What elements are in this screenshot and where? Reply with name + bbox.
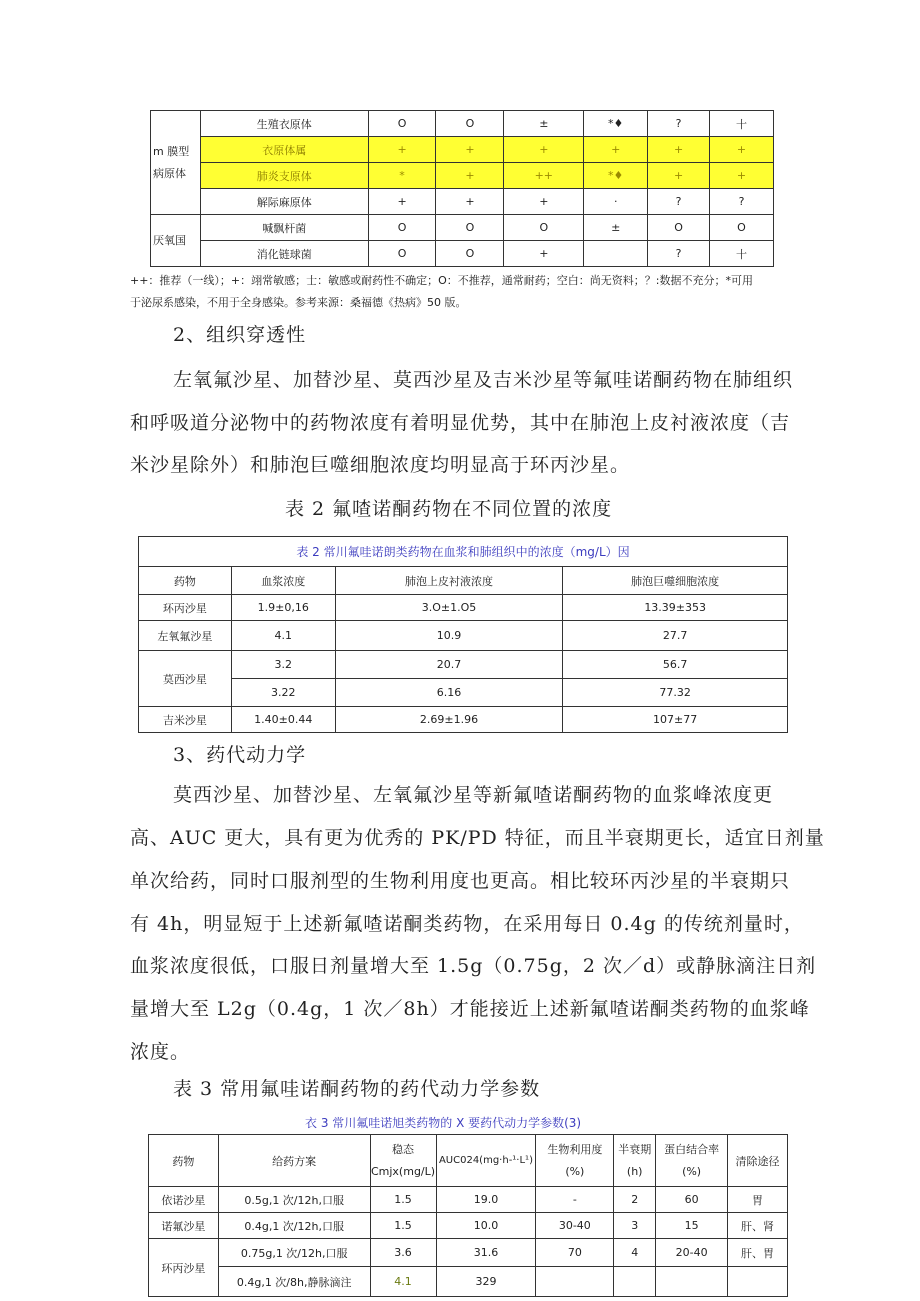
table3-caption: 衣 3 常川氟哇诺旭类药物的 X 要药代动力学参数(3) [305,1116,582,1130]
table1-note: ++：推荐（一线）；+：翊常敏感；士：敏感或耐药性不确定；O：不推荐，通常耐药；空白：尚无资料；？:数据不充分；*可用 于泌尿系感染，不用于全身感染。参考来源：桑福德《热病》50 版。 [130,274,754,309]
table-cell: *♦ [584,111,648,137]
table-cell: O [710,215,774,241]
table-cell: + [504,137,584,163]
table-cell: - [536,1187,614,1213]
table-cell: 环丙沙星 [139,595,232,621]
table-cell: 2 [614,1187,656,1213]
t3-h-clear: 清除途径 [728,1135,788,1187]
table-cell: 10.0 [436,1213,536,1239]
table-row [151,163,774,189]
section3-line: 浓度。 [130,1041,191,1063]
section3-line: 单次给药，同时口服剂型的生物利用度也更高。相比较环丙沙星的半衰期只 [130,870,791,892]
table-cell: + [648,163,710,189]
table-cell: 70 [536,1239,614,1267]
section2-line3: 米沙星除外）和肺泡巨噬细胞浓度均明显高于环丙沙星。 [130,454,631,476]
table-cell: *♦ [584,163,648,189]
table-cell: + [710,137,774,163]
table-cell: + [368,189,436,215]
table-row [151,137,774,163]
pathogen-name: 肺炎支原体 [200,163,368,189]
t3-h-dose: 给药方案 [218,1135,370,1187]
table-cell: 27.7 [563,621,788,651]
table-row [151,189,774,215]
table3-title: 表 3 常用氟哇诺酮药物的药代动力学参数 [173,1078,541,1100]
table-cell: 329 [436,1267,536,1297]
section3-line: 有 4h，明显短于上述新氟喳诺酮类药物，在采用每日 0.4g 的传统剂量时， [130,913,804,935]
t3-h-half: 半衰期 (h) [614,1135,656,1187]
table-cell: · [584,189,648,215]
table-cell: 吉米沙星 [139,707,232,733]
table-cell: 诺氟沙星 [149,1213,219,1239]
table-cell: 3.2 [231,651,335,679]
t3-h-cmax: 稳态 Cmjx(mg/L) [370,1135,436,1187]
table-cell: 3 [614,1213,656,1239]
table-cell: + [710,163,774,189]
table-cell: ? [710,189,774,215]
table-cell: O [368,215,436,241]
section2-line1: 左氧氟沙星、加替沙星、莫西沙星及吉米沙星等氟哇诺酮药物在肺组织 [173,369,794,391]
table-cell: 依诺沙星 [149,1187,219,1213]
pathogen-name: 喊飘杆菌 [200,215,368,241]
pathogen-name: 解际麻原体 [200,189,368,215]
table-cell: 莫西沙星 [139,651,232,707]
t3-h-drug: 药物 [149,1135,219,1187]
group-label: 厌氧国 [151,215,201,267]
table-cell: 十 [710,111,774,137]
pathogen-name: 生殖衣原体 [200,111,368,137]
table-cell: O [504,215,584,241]
table-cell: 13.39±353 [563,595,788,621]
table2-title: 表 2 氟喳诺酮药物在不同位置的浓度 [285,498,613,520]
table-cell: ? [648,111,710,137]
table-row [151,215,774,241]
table-susceptibility [150,110,774,267]
table-cell: 1.5 [370,1213,436,1239]
table-cell: 4.1 [370,1267,436,1297]
table-cell: 56.7 [563,651,788,679]
table-cell: 10.9 [335,621,563,651]
section2-heading: 2、组织穿透性 [173,324,307,346]
section3-line: 莫西沙星、加替沙星、左氧氟沙星等新氟喳诺酮药物的血浆峰浓度更 [173,784,774,806]
table-cell: + [504,189,584,215]
table-cell: O [436,111,504,137]
table-cell: 77.32 [563,679,788,707]
table-cell: 107±77 [563,707,788,733]
table-cell: 0.5g,1 次/12h,口服 [218,1187,370,1213]
table-cell [728,1267,788,1297]
table-cell: ? [648,189,710,215]
table-cell: ++ [504,163,584,189]
t3-h-auc: AUC024(mg·h-¹·L¹) [436,1135,536,1187]
pathogen-name: 消化链球菌 [200,241,368,267]
t3-h-bio: 生物利用度 (%) [536,1135,614,1187]
table-cell: 2.69±1.96 [335,707,563,733]
t2-h-plasma: 血浆浓度 [231,567,335,595]
table-cell: + [436,163,504,189]
table-cell: 3.O±1.O5 [335,595,563,621]
t3-h-prot: 蛋白结合率 (%) [656,1135,728,1187]
table-cell: 0.75g,1 次/12h,口服 [218,1239,370,1267]
table-cell: ± [584,215,648,241]
table-cell: ± [504,111,584,137]
section3-heading: 3、药代动力学 [173,744,307,766]
table-cell [536,1267,614,1297]
table-cell: 肝、胃 [728,1239,788,1267]
table-cell: 20.7 [335,651,563,679]
table-cell: + [504,241,584,267]
table-cell: ? [648,241,710,267]
table-cell: O [368,111,436,137]
table-cell [656,1267,728,1297]
table-cell: 15 [656,1213,728,1239]
section3-line: 量增大至 L2g（0.4g，1 次／8h）才能接近上述新氟喳诺酮类药物的血浆峰 [130,998,810,1020]
table-cell: 4.1 [231,621,335,651]
table2-caption: 表 2 常川氟哇诺朗类药物在血浆和肺组织中的浓度（mg/L）因 [139,537,788,567]
table-cell: 4 [614,1239,656,1267]
table-concentration [138,536,788,733]
table-cell: * [368,163,436,189]
table-cell: 31.6 [436,1239,536,1267]
table-cell: 1.9±0,16 [231,595,335,621]
table-cell: 1.5 [370,1187,436,1213]
group-label: m 膜型 病原体 [151,111,201,215]
table-cell: + [436,137,504,163]
table-cell: 环丙沙星 [149,1239,219,1297]
table-cell: 19.0 [436,1187,536,1213]
t2-h-elf: 肺泡上皮衬液浓度 [335,567,563,595]
table-cell: O [436,215,504,241]
t2-h-am: 肺泡巨噬细胞浓度 [563,567,788,595]
table-cell: 肝、肾 [728,1213,788,1239]
table-cell: 3.6 [370,1239,436,1267]
table-cell: 0.4g,1 次/8h,静脉滴注 [218,1267,370,1297]
table-cell: 30-40 [536,1213,614,1239]
table-cell [584,241,648,267]
table-cell: 3.22 [231,679,335,707]
table-cell: O [368,241,436,267]
table-cell: 20-40 [656,1239,728,1267]
table-cell: + [436,189,504,215]
table-cell [614,1267,656,1297]
table-cell: 左氧氟沙星 [139,621,232,651]
section3-line: 高、AUC 更大，具有更为优秀的 PK/PD 特征，而且半衰期更长，适宜日剂量 [130,827,825,849]
table-cell: O [436,241,504,267]
t2-h-drug: 药物 [139,567,232,595]
pathogen-name: 衣原体属 [200,137,368,163]
table-cell: + [648,137,710,163]
table-cell: 0.4g,1 次/12h,口服 [218,1213,370,1239]
table-cell: 胃 [728,1187,788,1213]
table-row [151,111,774,137]
table-cell: + [584,137,648,163]
section2-line2: 和呼吸道分泌物中的药物浓度有着明显优势，其中在肺泡上皮衬液浓度（吉 [130,412,791,434]
section3-line: 血浆浓度很低，口服日剂量增大至 1.5g（0.75g，2 次／d）或静脉滴注日剂 [130,955,817,977]
table-cell: O [648,215,710,241]
table-cell: 1.40±0.44 [231,707,335,733]
table-row [151,241,774,267]
table-pharmacokinetics [148,1134,788,1297]
table-cell: 6.16 [335,679,563,707]
table-cell: 60 [656,1187,728,1213]
table-cell: + [368,137,436,163]
table-cell: 十 [710,241,774,267]
